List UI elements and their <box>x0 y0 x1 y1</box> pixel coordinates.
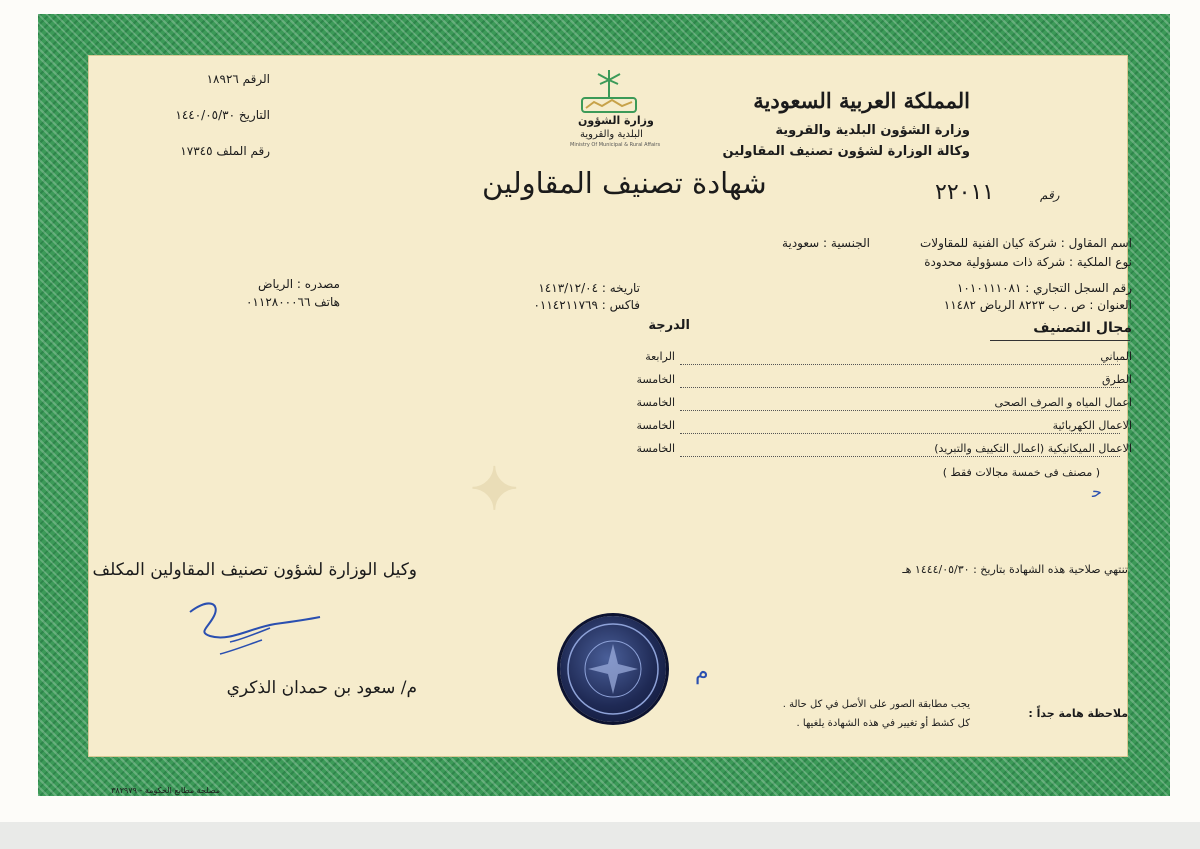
signature-icon <box>180 592 330 662</box>
document-date: التاريخ ١٤٤٠/٠٥/٣٠ <box>175 108 270 122</box>
official-seal-icon <box>560 616 666 722</box>
field-row-5: الاعمال الميكانيكية (اعمال التكييف والتبريد) <box>934 442 1132 455</box>
classification-header-rule <box>990 340 1130 341</box>
classification-grade-header: الدرجة <box>648 318 690 333</box>
initial-mark: ﻡ <box>695 660 709 685</box>
contractor-address: العنوان : ص . ب ٨٢٢٣ الرياض ١١٤٨٢ <box>943 298 1132 312</box>
validity-statement: تنتهي صلاحية هذه الشهادة بتاريخ : ١٤٤٤/٠٥/٣٠ هـ <box>902 563 1128 576</box>
initials-mark: ﺣ <box>1092 482 1102 501</box>
signatory-name: م/ سعود بن حمدان الذكري <box>226 678 417 698</box>
kingdom-heading: المملكة العربية السعودية <box>753 88 970 113</box>
grade-row-1: الرابعة <box>645 350 675 363</box>
important-note-line1: يجب مطابقة الصور على الأصل في كل حالة . <box>782 699 970 710</box>
row-divider <box>680 433 1120 434</box>
contractor-name: اسم المقاول : شركة كيان الفنية للمقاولات <box>919 236 1132 250</box>
logo-text-line3: Ministry Of Municipal & Rural Affairs <box>570 142 661 148</box>
serial-label: رقم <box>1040 188 1060 202</box>
row-divider <box>680 364 1120 365</box>
ownership-type: نوع الملكية : شركة ذات مسؤولية محدودة <box>924 255 1132 269</box>
file-number: رقم الملف ١٧٣٤٥ <box>180 144 270 158</box>
contractor-fax: فاكس : ٠١١٤٢١١٧٦٩ <box>533 298 640 312</box>
agency-heading: وكالة الوزارة لشؤون تصنيف المقاولين <box>722 144 970 159</box>
cr-source: مصدره : الرياض <box>257 277 340 291</box>
grade-row-5: الخامسة <box>636 442 675 455</box>
field-row-1: المباني <box>1100 350 1132 363</box>
document-number: الرقم ١٨٩٢٦ <box>206 72 270 86</box>
grade-row-2: الخامسة <box>636 373 675 386</box>
classification-note: ( مصنف فى خمسة مجالات فقط ) <box>942 466 1100 479</box>
ministry-heading: وزارة الشؤون البلدية والقروية <box>775 123 970 138</box>
certificate-title: شهادة تصنيف المقاولين <box>482 166 767 200</box>
important-note-label: ملاحظة هامة جداً : <box>1028 707 1128 720</box>
grade-row-4: الخامسة <box>636 419 675 432</box>
contractor-phone: هاتف ٠١١٢٨٠٠٠٦٦ <box>245 295 340 309</box>
watermark-logo: ✦ <box>470 455 519 523</box>
grade-row-3: الخامسة <box>636 396 675 409</box>
field-row-3: اعمال المياه و الصرف الصحى <box>994 396 1132 409</box>
row-divider <box>680 387 1120 388</box>
ministry-logo-icon <box>578 68 640 116</box>
row-divider <box>680 456 1120 457</box>
scan-margin <box>0 822 1200 849</box>
serial-number: ٢٢٠١١ <box>935 180 995 205</box>
important-note-line2: كل كشط أو تغيير في هذه الشهادة يلغيها . <box>796 718 970 729</box>
printer-credit: مصلحة مطابع الحكومة - ٣٨٢٩٧٩ <box>111 786 220 795</box>
row-divider <box>680 410 1120 411</box>
logo-text-line2: البلدية والقروية <box>580 129 643 140</box>
field-row-2: الطرق <box>1101 373 1132 386</box>
signatory-title: وكيل الوزارة لشؤون تصنيف المقاولين المكلف <box>92 560 417 580</box>
cr-date: تاريخه : ١٤١٣/١٢/٠٤ <box>538 281 640 295</box>
cr-number: رقم السجل التجاري : ١٠١٠١١١٠٨١ <box>956 281 1132 295</box>
classification-field-header: مجال التصنيف <box>1033 320 1132 336</box>
logo-text-line1: وزارة الشؤون <box>578 114 654 127</box>
field-row-4: الاعمال الكهربائية <box>1052 419 1132 432</box>
contractor-nationality: الجنسية : سعودية <box>782 236 870 250</box>
